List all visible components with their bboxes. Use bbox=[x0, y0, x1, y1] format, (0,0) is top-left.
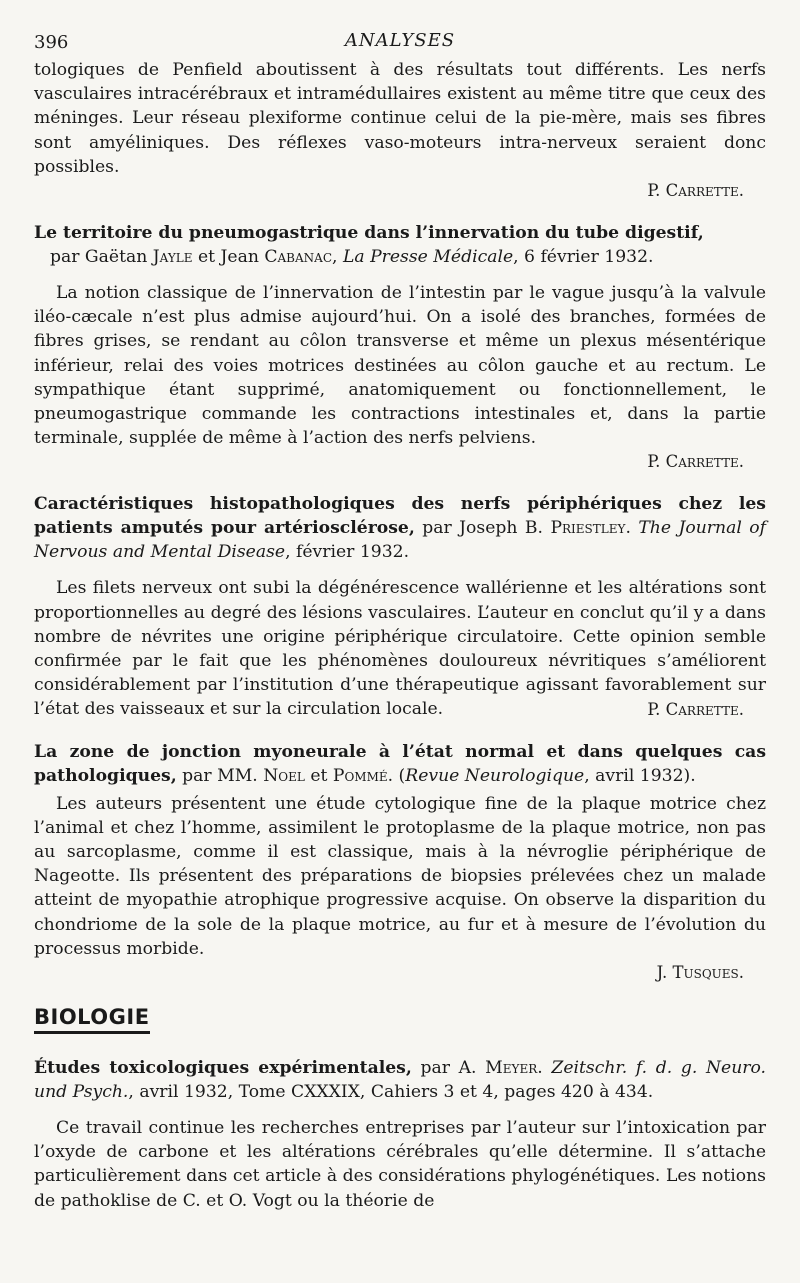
review-entry bbox=[34, 1056, 766, 1213]
review-body: La notion classique de l’innervation de l’intestin par le vague jusqu’à la valvule iléo-cæcale n’est plus admise aujourd’hui. On a isolé des branches, formées de fibres grises, se rendant au côlon transverse et même un plexus mésentérique inférieur, relai des voies motrices destinées au côlon gauche et au rectum. Le sympathique étant supprimé, anatomiquement ou fonctionnellement, le pneumogastrique commande les contractions intestinales et, dans la partie terminale, supplée de même à l’action des nerfs pelviens. bbox=[34, 283, 766, 449]
page-header bbox=[34, 28, 766, 58]
entry-title: La zone de jonction myoneurale à l’état normal et dans quelques cas pathologiques, par MM. Noel et Pommé. (Revue Neurologique, avril 1932). bbox=[34, 741, 766, 786]
page-number: 396 bbox=[34, 32, 69, 53]
running-head: ANALYSES bbox=[344, 30, 456, 51]
entry-title: Études toxicologiques expérimentales, par A. Meyer. Zeitschr. f. d. g. Neuro. und Psych., avril 1932, Tome CXXXIX, Cahiers 3 et 4, pages 420 à 434. bbox=[34, 1058, 766, 1103]
review-body: tologiques de Penfield aboutissent à des résultats tout différents. Les nerfs vasculaires intracérébraux et intramédullaires existent au même titre que ceux des méninges. Leur réseau plexiforme continue celui de la pie-mère, mais ses fibres sont amyéliniques. Des réflexes vaso-moteurs intra-nerveux seraient donc possibles. bbox=[34, 60, 766, 177]
review-body: Les filets nerveux ont subi la dégénérescence wallérienne et les altérations sont proportionnelles au degré des lésions vasculaires. L’auteur en conclut qu’il y a dans nombre de névrites une origine périphérique circulatoire. Cette opinion semble confirmée par le fait que les phénomènes douloureux névritiques s’améliorent considérablement par l’institution d’une thérapeutique agissant favorablement sur l’état des vaisseaux et sur la circulation locale. bbox=[34, 578, 766, 720]
reviewer-signature: J. Tusques. bbox=[656, 963, 744, 983]
entry-title: Le territoire du pneumogastrique dans l’innervation du tube digestif, par Gaëtan Jayle et Jean Cabanac, La Presse Médicale, 6 février 1932. bbox=[34, 223, 704, 268]
reviewer-signature: P. Carrette. bbox=[647, 452, 744, 472]
reviewer-signature: P. Carrette. bbox=[647, 181, 744, 201]
section-heading: BIOLOGIE bbox=[34, 1005, 150, 1034]
review-body: Ce travail continue les recherches entreprises par l’auteur sur l’intoxication par l’oxyde de carbone et les altérations cérébrales qu’elle détermine. Il s’attache particulièrement dans cet article à des considérations phylogénétiques. Les notions de pathoklise de C. et O. Vogt ou la théorie de bbox=[34, 1118, 766, 1211]
review-entry bbox=[34, 740, 766, 985]
entry-title: Caractéristiques histopathologiques des nerfs périphériques chez les patients amputés pour artériosclérose, par Joseph B. Priestley. The Journal of Nervous and Mental Disease, février 1932. bbox=[34, 494, 766, 563]
review-body: Les auteurs présentent une étude cytologique fine de la plaque motrice chez l’animal et chez l’homme, assimilent le protoplasme de la plaque motrice, non pas au sarcoplasme, comme il est classique, mais à la névroglie périphérique de Nageotte. Ils présentent des préparations de biopsies prélevées chez un malade atteint de myopathie atrophique progressive acquise. On observe la disparition du chondriome de la sole de la plaque motrice, au fur et à mesure de l’évolution du processus morbide. bbox=[34, 793, 766, 959]
review-entry bbox=[34, 221, 766, 474]
continued-review bbox=[34, 58, 766, 203]
review-entry bbox=[34, 492, 766, 721]
reviewer-signature: P. Carrette. bbox=[647, 699, 744, 719]
